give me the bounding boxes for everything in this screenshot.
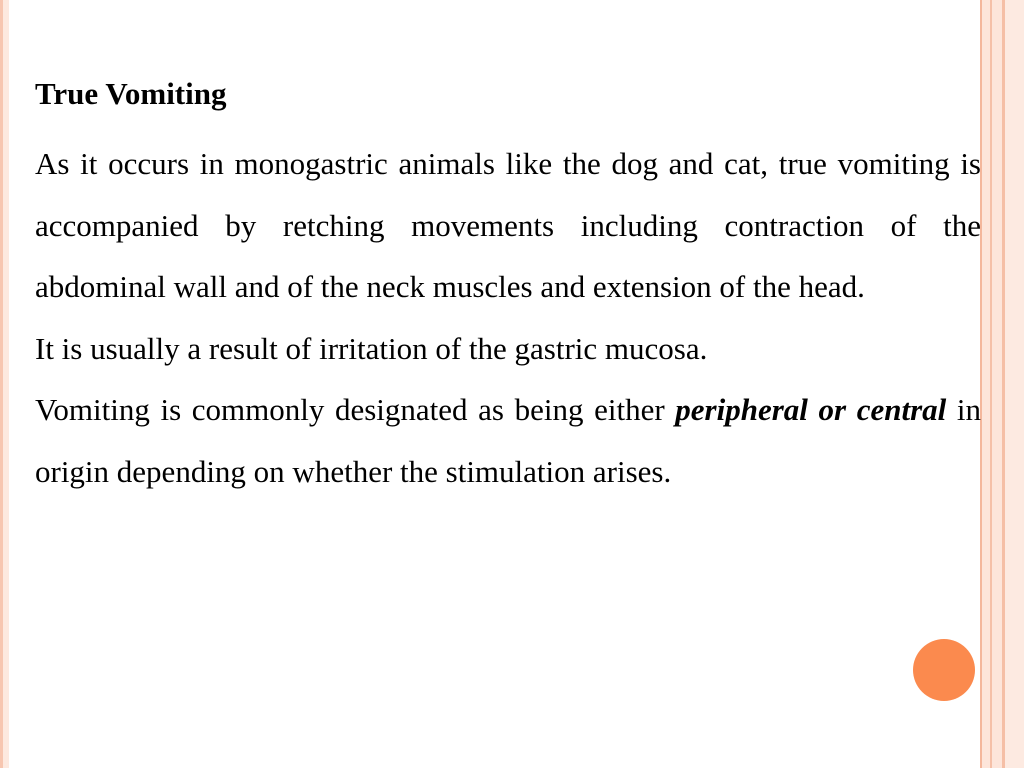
emphasis-central: central: [856, 392, 947, 427]
left-border-decoration: [0, 0, 9, 768]
right-border-decoration: [978, 0, 1024, 768]
slide-title: True Vomiting: [35, 76, 227, 111]
paragraph-classification: [35, 379, 981, 502]
paragraph-definition: As it occurs in monogastric animals like the dog and cat, true vomiting is accompanied by retching movements including contraction of the abdominal wall and of the neck muscles and extension of the head.: [35, 146, 981, 304]
emphasis-peripheral: peripheral or: [675, 392, 847, 427]
paragraph-cause: It is usually a result of irritation of the gastric mucosa.: [35, 330, 708, 366]
slide-content: [35, 72, 981, 502]
accent-circle: [913, 639, 975, 701]
classification-lead: Vomiting is commonly designated as being either: [35, 392, 676, 427]
classification-tail: in origin depending on whether the stimulation arises.: [35, 392, 981, 489]
